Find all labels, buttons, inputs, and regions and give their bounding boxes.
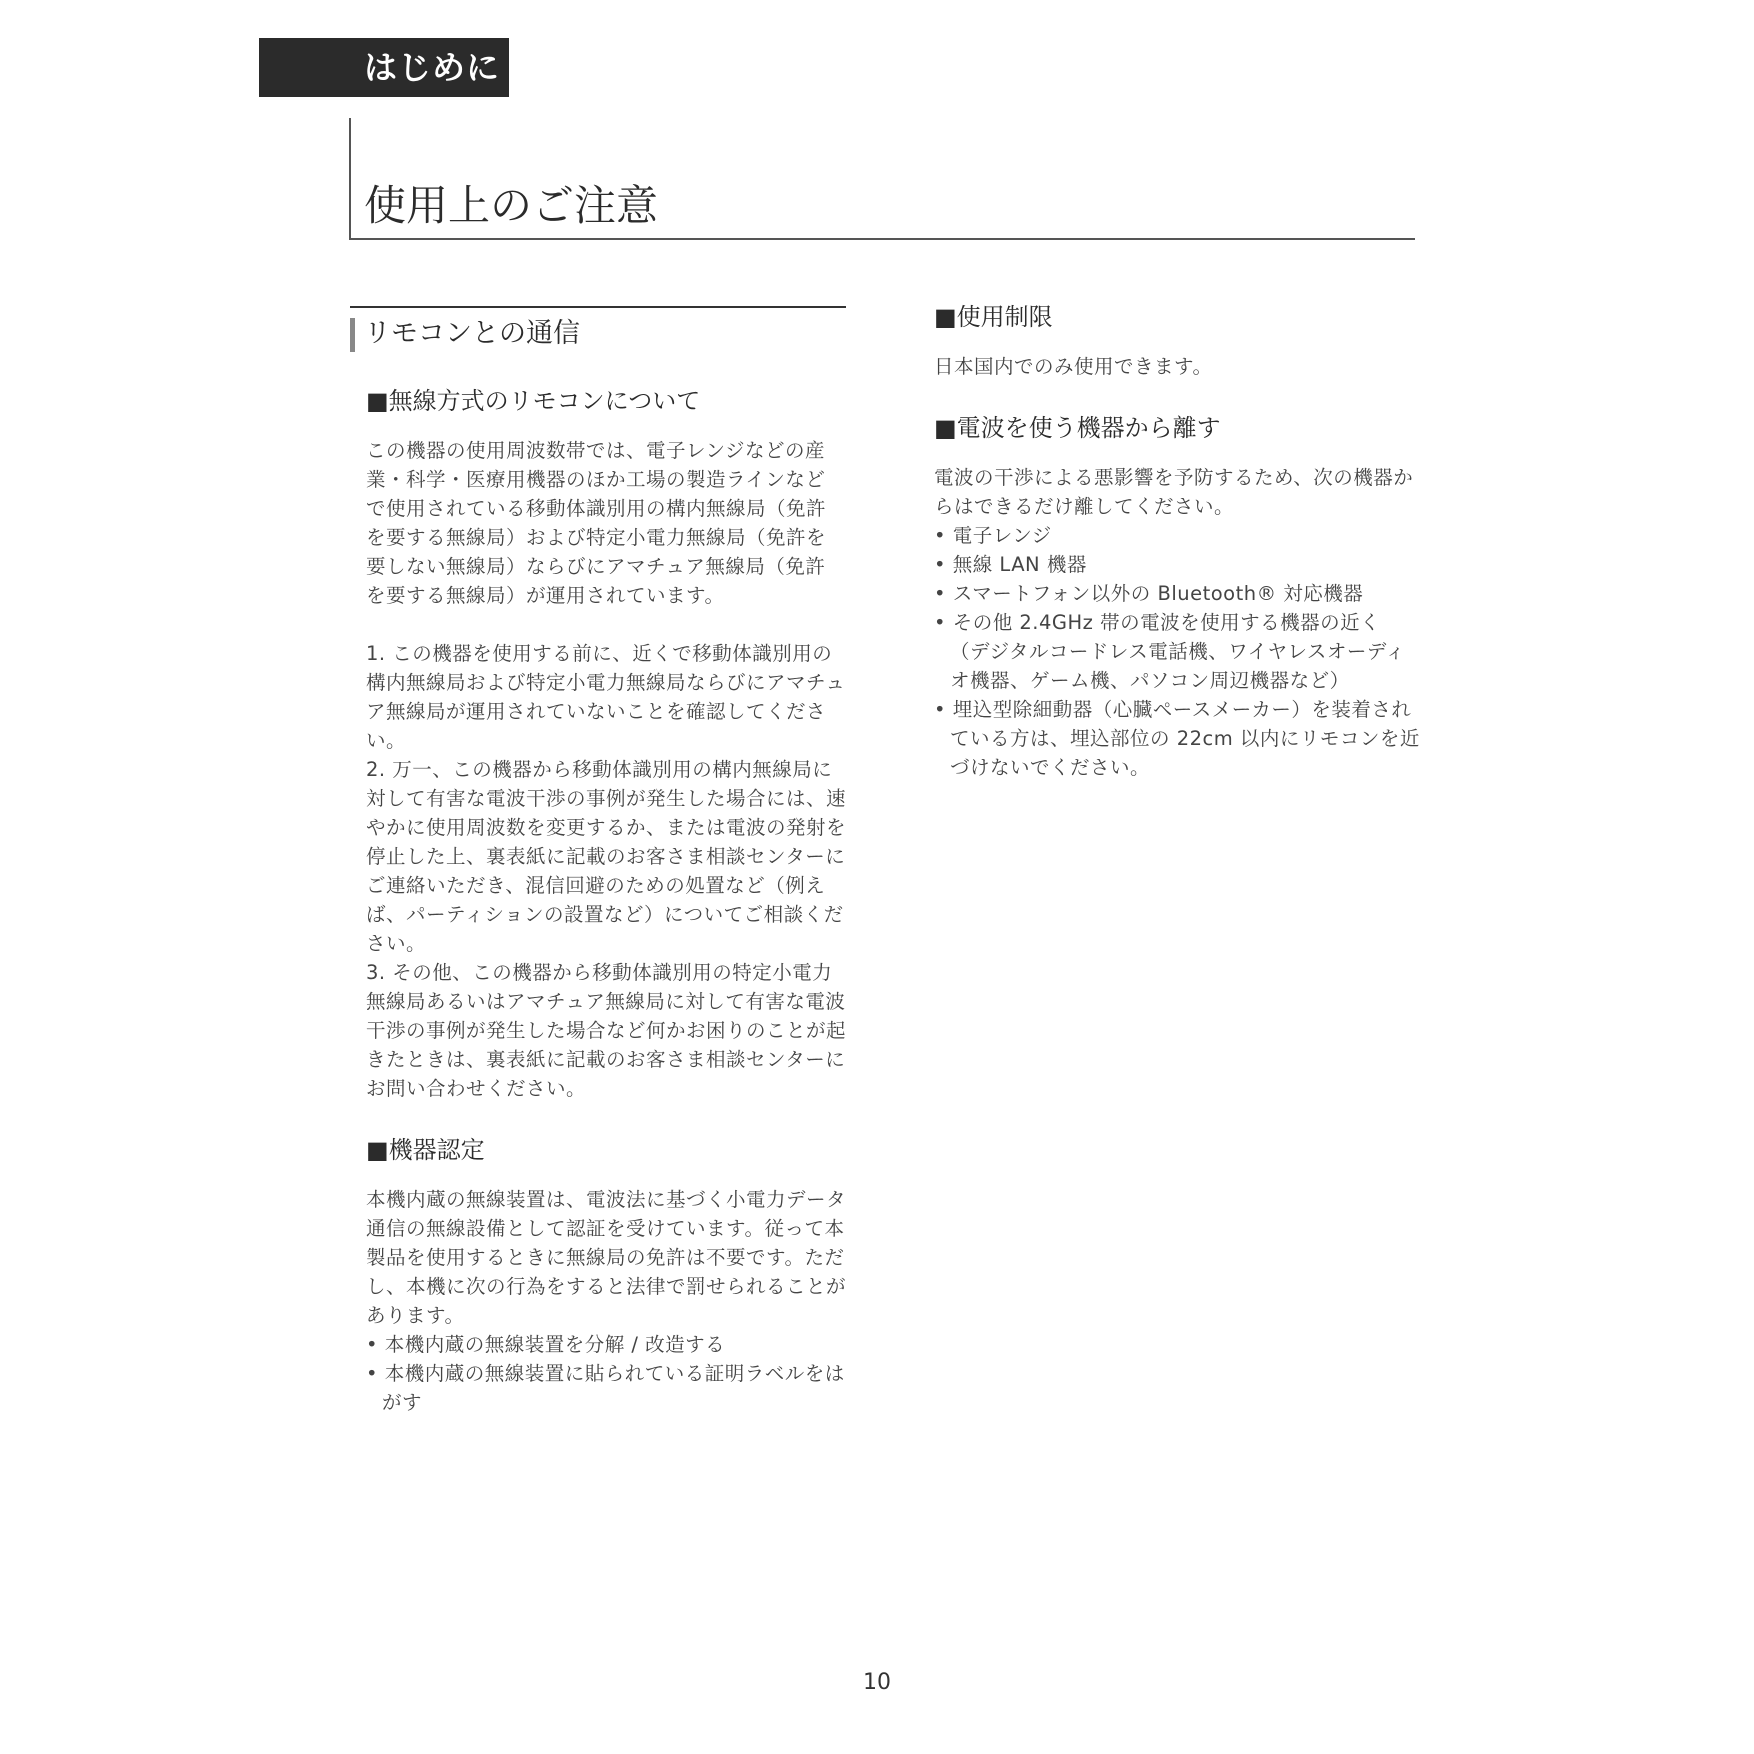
bullet-item: • 本機内蔵の無線装置に貼られている証明ラベルをはがす [366,1362,845,1414]
right-column [934,300,1420,782]
title-horizontal-rule [349,238,1415,240]
section-heading [350,306,846,354]
bullet-item: • 本機内蔵の無線装置を分解 / 改造する [366,1333,726,1356]
cert-heading: ■機器認定 [366,1136,485,1164]
bullet-item: • 無線 LAN 機器 [934,553,1087,576]
section-heading-label: リモコンとの通信 [364,318,580,349]
page-title: 使用上のご注意 [364,181,659,230]
numbered-item: 2. 万一、この機器から移動体識別用の構内無線局に対して有害な電波干渉の事例が発生した場合には、速やかに使用周波数を変更するか、または電波の発射を停止した上、裏表紙に記載のお客さま相談センターにご連絡いただき、混信回避のための処置など（例えば、パーティションの設置など）についてご相談ください。 [366,758,847,955]
limit-heading: ■使用制限 [934,303,1053,331]
bullet-item: • その他 2.4GHz 帯の電波を使用する機器の近く（デジタルコードレス電話機、ワイヤレスオーディオ機器、ゲーム機、パソコン周辺機器など） [934,611,1406,692]
bullet-item: • 電子レンジ [934,524,1052,547]
page-number: 10 [863,1670,891,1695]
cert-bullet-list [366,1330,846,1417]
wireless-line: 要しない無線局）ならびにアマチュア無線局（免許 [366,555,826,578]
cert-paragraph: 本機内蔵の無線装置は、電波法に基づく小電力データ通信の無線設備として認証を受けています。従って本製品を使用するときに無線局の免許は不要です。ただし、本機に次の行為をすると法律で罰せられることがあります。 [366,1188,847,1327]
wireless-numbered-list [366,639,846,1103]
wireless-paragraph [366,436,846,610]
chapter-tab-label: はじめに [364,48,500,87]
distance-heading: ■電波を使う機器から離す [934,414,1221,442]
bullet-item: • スマートフォン以外の Bluetooth® 対応機器 [934,582,1364,605]
distance-bullet-list [934,521,1420,782]
wireless-heading: ■無線方式のリモコンについて [366,387,701,415]
wireless-line: 業・科学・医療用機器のほか工場の製造ラインなど [366,468,826,491]
wireless-line: を要する無線局）および特定小電力無線局（免許を [366,526,827,549]
numbered-item: 1. この機器を使用する前に、近くで移動体識別用の構内無線局および特定小電力無線局ならびにアマチュア無線局が運用されていないことを確認してください。 [366,642,846,752]
left-column [366,306,846,1417]
wireless-line: を要する無線局）が運用されています。 [366,584,725,607]
wireless-line: この機器の使用周波数帯では、電子レンジなどの産 [366,439,826,462]
numbered-item: 3. その他、この機器から移動体識別用の特定小電力無線局あるいはアマチュア無線局に対して有害な電波干渉の事例が発生した場合など何かお困りのことが起きたときは、裏表紙に記載のお客さま相談センターにお問い合わせください。 [366,961,847,1100]
bullet-item: • 埋込型除細動器（心臓ペースメーカー）を装着されている方は、埋込部位の 22cm 以内にリモコンを近づけないでください。 [934,698,1420,779]
limit-paragraph: 日本国内でのみ使用できます。 [934,355,1213,378]
chapter-tab [259,38,509,97]
distance-paragraph: 電波の干渉による悪影響を予防するため、次の機器からはできるだけ離してください。 [934,466,1414,518]
section-heading-bar [350,318,355,352]
title-vertical-rule [349,118,351,240]
wireless-line: で使用されている移動体識別用の構内無線局（免許 [366,497,827,520]
